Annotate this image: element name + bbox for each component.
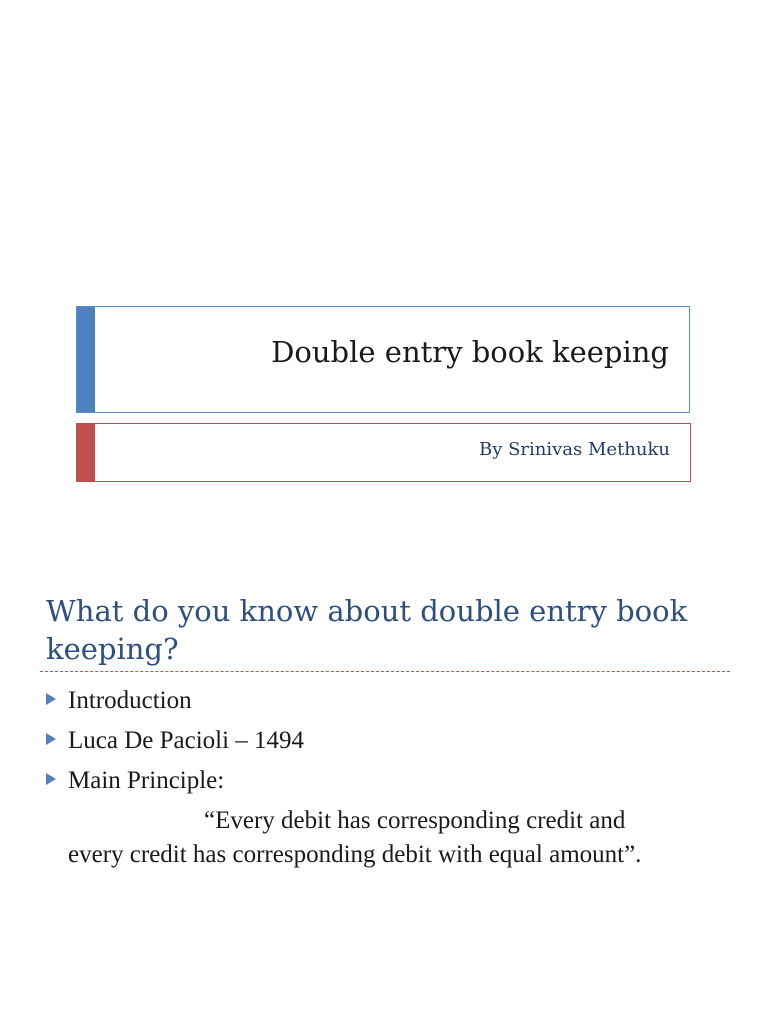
- bullet-arrow-icon: [46, 773, 56, 785]
- quote-line-1: “Every debit has corresponding credit and: [204, 807, 626, 834]
- slide-title: Double entry book keeping: [271, 335, 669, 369]
- quote-line-2: every credit has corresponding debit with equal amount”.: [68, 841, 642, 868]
- subtitle-accent-bar: [77, 424, 95, 481]
- list-item: [44, 764, 744, 797]
- principle-quote: [68, 804, 728, 872]
- bullet-text: Main Principle:: [68, 767, 225, 794]
- subtitle-box: [76, 423, 691, 482]
- bullet-arrow-icon: [46, 733, 56, 745]
- bullet-list: [44, 684, 744, 804]
- bullet-text: Introduction: [68, 687, 192, 714]
- heading-divider: [40, 671, 730, 672]
- title-accent-bar: [77, 307, 95, 412]
- list-item: [44, 684, 744, 717]
- slide-subtitle: By Srinivas Methuku: [478, 439, 670, 460]
- bullet-arrow-icon: [46, 693, 56, 705]
- list-item: [44, 724, 744, 757]
- content-heading: What do you know about double entry book keeping?: [46, 594, 688, 666]
- title-box: [76, 306, 690, 413]
- bullet-text: Luca De Pacioli – 1494: [68, 727, 305, 754]
